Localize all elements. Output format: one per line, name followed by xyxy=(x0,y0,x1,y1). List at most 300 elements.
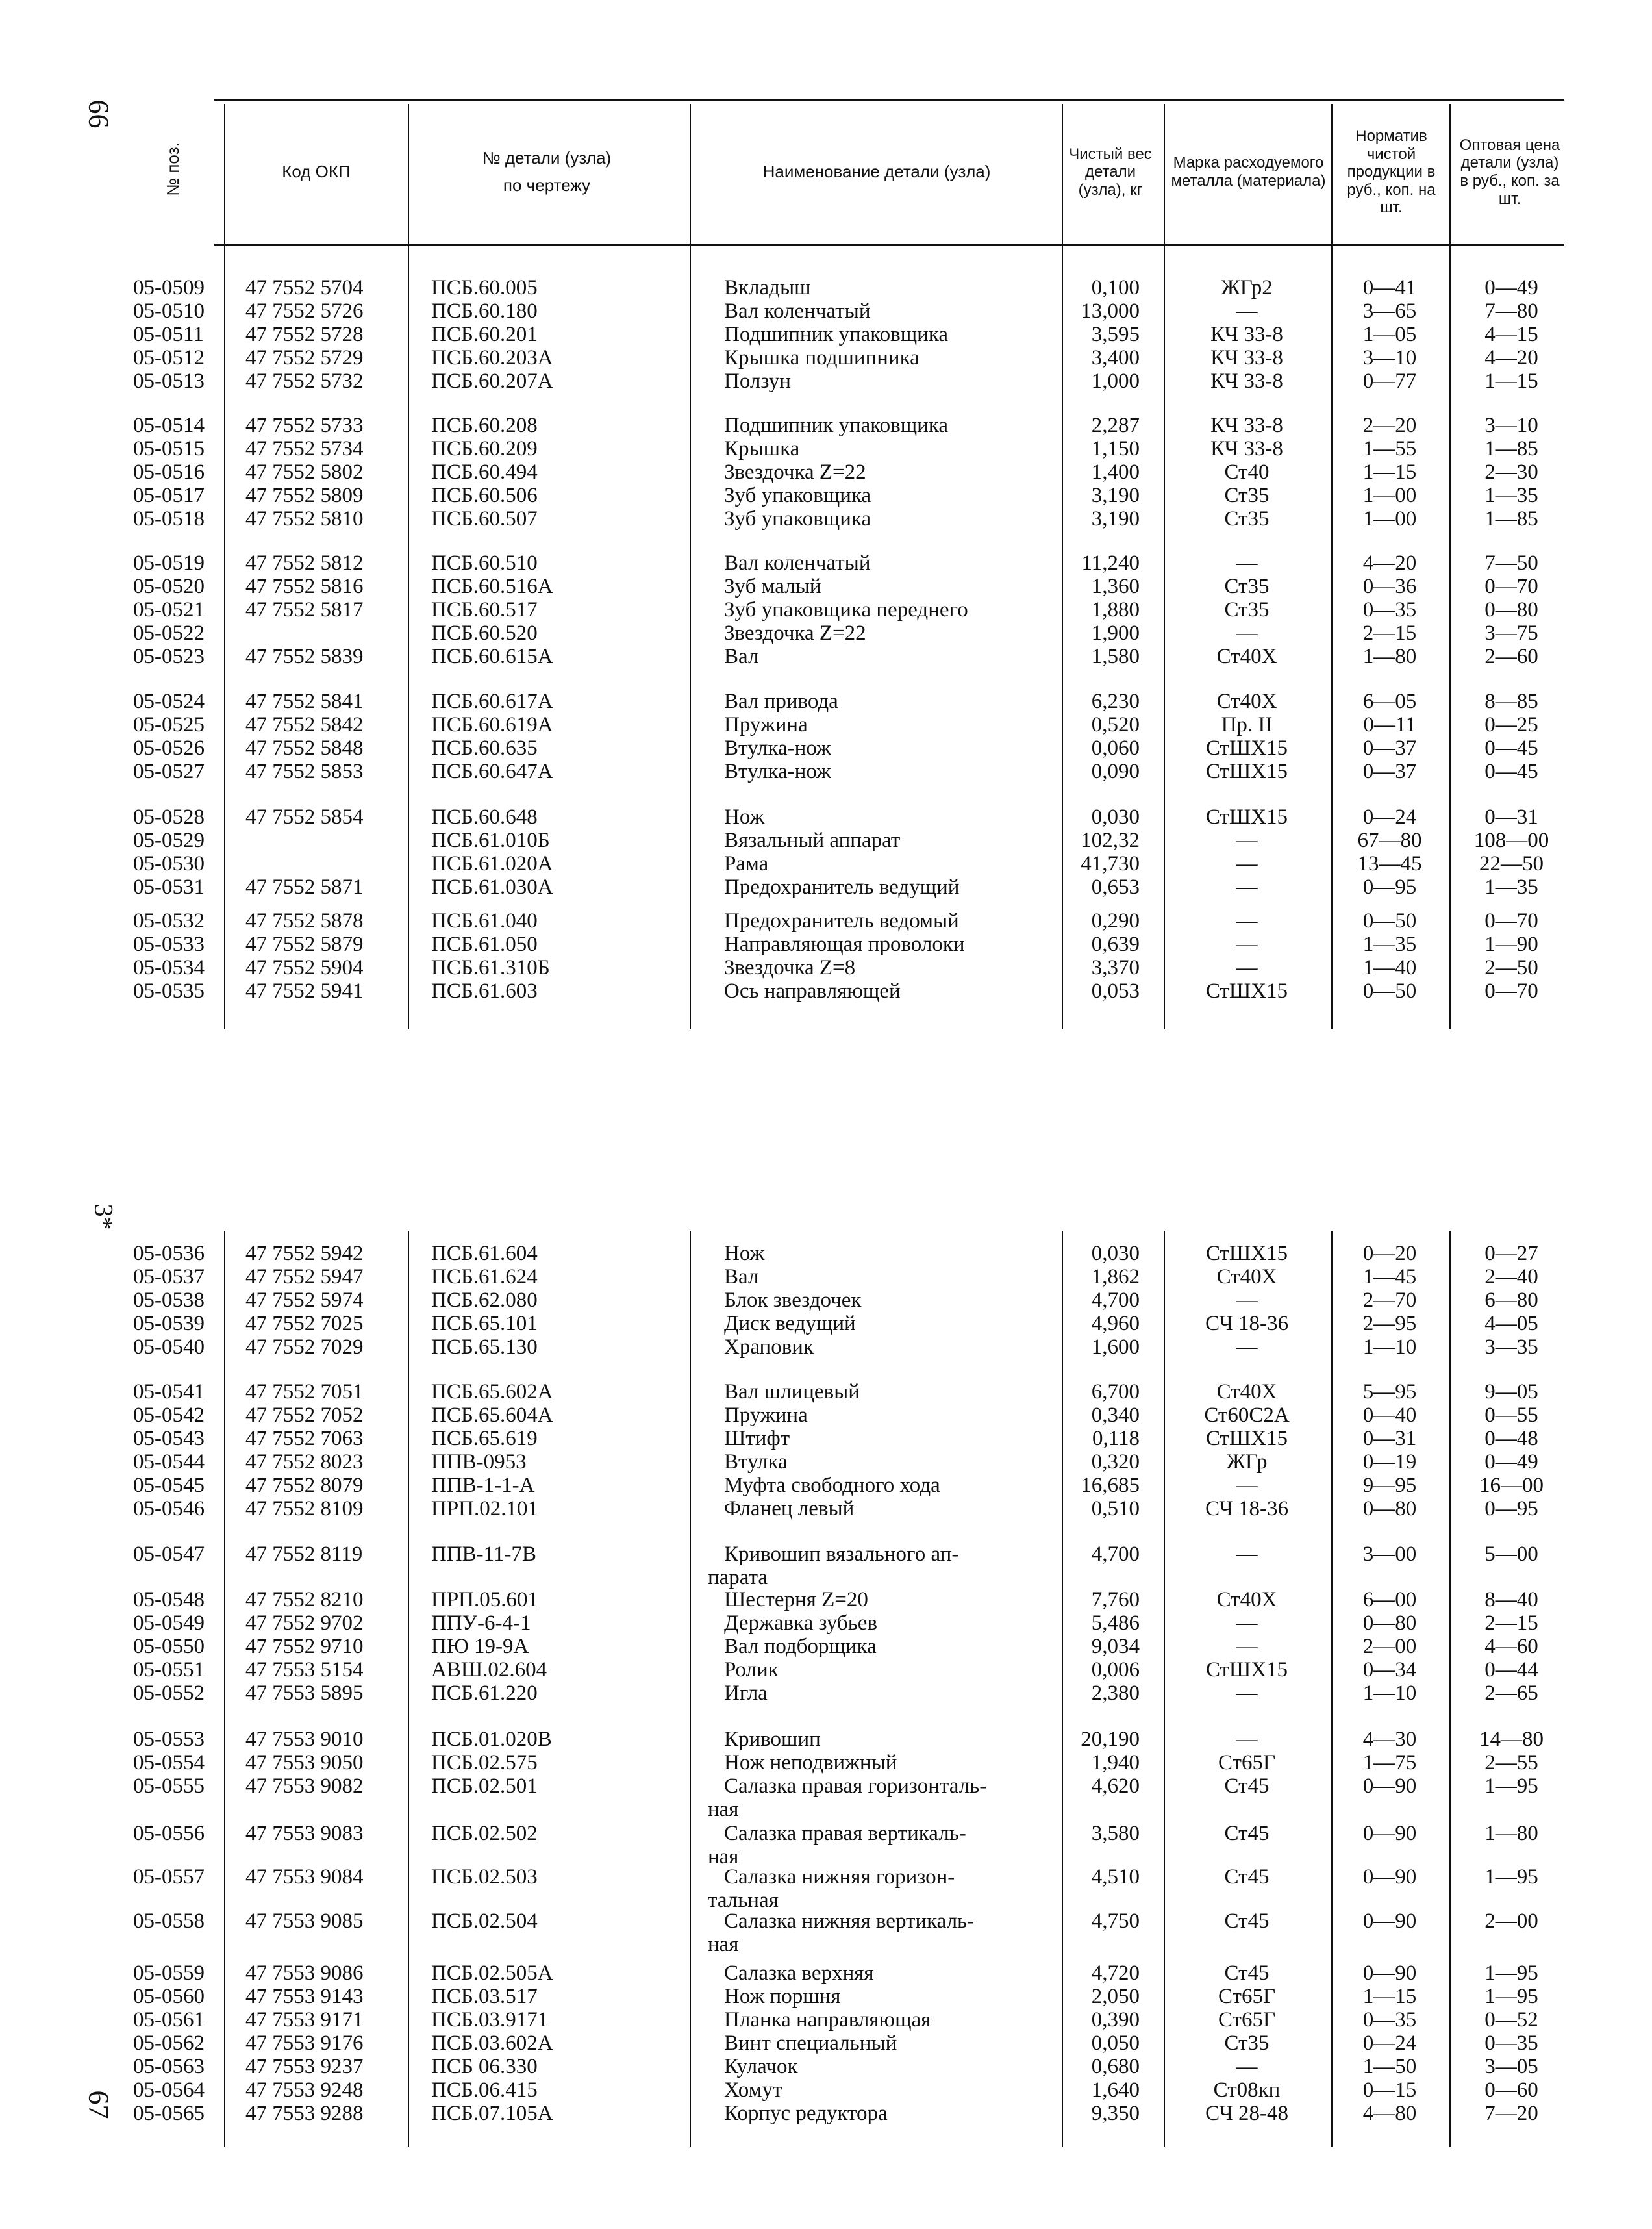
net-weight: 41,730 xyxy=(1081,852,1140,875)
detail-name: Вал xyxy=(724,1265,759,1289)
material-grade: — xyxy=(1236,852,1258,875)
header-okp: Код ОКП xyxy=(282,162,351,182)
detail-name: Нож неподвижный xyxy=(724,1751,897,1774)
net-production-norm: 1—50 xyxy=(1362,2055,1417,2078)
material-grade: — xyxy=(1236,909,1258,933)
net-weight: 0,653 xyxy=(1091,875,1140,899)
detail-name: Крышка xyxy=(724,437,800,460)
table-row xyxy=(0,2032,1652,2055)
net-weight: 0,030 xyxy=(1091,805,1140,829)
net-weight: 0,340 xyxy=(1091,1404,1140,1427)
position-number: 05-0531 xyxy=(133,875,205,899)
detail-name: Кулачок xyxy=(724,2055,798,2078)
detail-number: ППУ-6-4-1 xyxy=(431,1611,531,1635)
position-number: 05-0551 xyxy=(133,1658,205,1681)
material-grade: СтШХ15 xyxy=(1205,1658,1288,1681)
net-weight: 4,620 xyxy=(1091,1774,1140,1798)
wholesale-price: 2—65 xyxy=(1484,1681,1538,1705)
detail-name: Втулка-нож xyxy=(724,760,831,783)
table-row xyxy=(0,1543,1652,1589)
table-row xyxy=(0,346,1652,370)
detail-number: ПСБ.02.575 xyxy=(431,1751,538,1774)
okp-code: 47 7552 7063 xyxy=(245,1427,364,1450)
material-grade: — xyxy=(1236,875,1258,899)
material-grade: — xyxy=(1236,1474,1258,1497)
detail-number: ПСБ.60.201 xyxy=(431,323,538,346)
wholesale-price: 2—55 xyxy=(1484,1751,1538,1774)
material-grade: — xyxy=(1236,933,1258,956)
position-number: 05-0516 xyxy=(133,460,205,484)
wholesale-price: 2—60 xyxy=(1484,645,1538,668)
wholesale-price: 0—44 xyxy=(1484,1658,1538,1681)
net-weight: 3,190 xyxy=(1091,484,1140,507)
net-weight: 1,880 xyxy=(1091,598,1140,622)
position-number: 05-0527 xyxy=(133,760,205,783)
wholesale-price: 1—85 xyxy=(1484,437,1538,460)
table-row xyxy=(0,645,1652,668)
detail-number: ПСБ.60.619А xyxy=(431,713,553,737)
material-grade: Ст40Х xyxy=(1216,1265,1277,1289)
wholesale-price: 0—45 xyxy=(1484,737,1538,760)
material-grade: Ст45 xyxy=(1224,1774,1270,1798)
okp-code: 47 7553 9082 xyxy=(245,1774,364,1798)
wholesale-price: 0—60 xyxy=(1484,2078,1538,2102)
detail-number: ПСБ.60.520 xyxy=(431,622,538,645)
net-weight: 11,240 xyxy=(1081,551,1140,575)
table-row xyxy=(0,1265,1652,1289)
detail-number: ПСБ.02.501 xyxy=(431,1774,538,1798)
table-row xyxy=(0,1450,1652,1474)
position-number: 05-0559 xyxy=(133,1961,205,1985)
wholesale-price: 0—80 xyxy=(1484,598,1538,622)
wholesale-price: 4—60 xyxy=(1484,1635,1538,1658)
table-row xyxy=(0,1380,1652,1404)
position-number: 05-0552 xyxy=(133,1681,205,1705)
wholesale-price: 1—85 xyxy=(1484,507,1538,531)
okp-code: 47 7552 5904 xyxy=(245,956,364,979)
table-row xyxy=(0,1497,1652,1520)
wholesale-price: 4—05 xyxy=(1484,1312,1538,1335)
detail-name: Вал xyxy=(724,645,759,668)
net-weight: 1,900 xyxy=(1091,622,1140,645)
detail-name: Пружина xyxy=(724,1404,808,1427)
detail-name: Подшипник упаковщика xyxy=(724,414,949,437)
material-grade: — xyxy=(1236,1611,1258,1635)
okp-code: 47 7552 5879 xyxy=(245,933,364,956)
detail-name: Кривошип вязального ап- xyxy=(724,1543,959,1566)
position-number: 05-0540 xyxy=(133,1335,205,1359)
material-grade: Ст08кп xyxy=(1213,2078,1281,2102)
net-weight: 0,050 xyxy=(1091,2032,1140,2055)
material-grade: СтШХ15 xyxy=(1205,1427,1288,1450)
wholesale-price: 2—00 xyxy=(1484,1909,1538,1933)
detail-number: ПСБ.65.130 xyxy=(431,1335,538,1359)
net-weight: 0,639 xyxy=(1091,933,1140,956)
detail-number: ПСБ.02.503 xyxy=(431,1865,538,1889)
okp-code: 47 7552 5839 xyxy=(245,645,364,668)
detail-number: ППВ-1-1-А xyxy=(431,1474,535,1497)
wholesale-price: 2—40 xyxy=(1484,1265,1538,1289)
okp-code: 47 7552 5733 xyxy=(245,414,364,437)
table-row xyxy=(0,1909,1652,1956)
okp-code: 47 7552 8079 xyxy=(245,1474,364,1497)
detail-name: Хомут xyxy=(724,2078,782,2102)
material-grade: Ст40 xyxy=(1224,460,1270,484)
okp-code: 47 7552 5871 xyxy=(245,875,364,899)
detail-number: ПСБ.61.220 xyxy=(431,1681,538,1705)
wholesale-price: 1—95 xyxy=(1484,1985,1538,2008)
wholesale-price: 16—00 xyxy=(1479,1474,1544,1497)
material-grade: — xyxy=(1236,1635,1258,1658)
okp-code: 47 7552 5878 xyxy=(245,909,364,933)
net-production-norm: 1—15 xyxy=(1362,460,1417,484)
detail-name: Блок звездочек xyxy=(724,1289,862,1312)
material-grade: СтШХ15 xyxy=(1205,979,1288,1003)
net-production-norm: 0—50 xyxy=(1362,979,1417,1003)
position-number: 05-0529 xyxy=(133,829,205,852)
table-row xyxy=(0,737,1652,760)
header-detail-no-line2: по чертежу xyxy=(503,175,591,195)
detail-number: ПСБ.07.105А xyxy=(431,2102,553,2125)
net-production-norm: 0—35 xyxy=(1362,598,1417,622)
table-row xyxy=(0,852,1652,875)
wholesale-price: 0—95 xyxy=(1484,1497,1538,1520)
material-grade: КЧ 33-8 xyxy=(1210,370,1283,393)
table-row xyxy=(0,690,1652,713)
net-weight: 9,034 xyxy=(1091,1635,1140,1658)
material-grade: — xyxy=(1236,551,1258,575)
wholesale-price: 1—95 xyxy=(1484,1961,1538,1985)
net-weight: 0,680 xyxy=(1091,2055,1140,2078)
net-weight: 1,640 xyxy=(1091,2078,1140,2102)
material-grade: КЧ 33-8 xyxy=(1210,323,1283,346)
detail-number: ПСБ.61.624 xyxy=(431,1265,538,1289)
net-weight: 2,380 xyxy=(1091,1681,1140,1705)
table-row xyxy=(0,1335,1652,1359)
table-row xyxy=(0,1312,1652,1335)
detail-number: ПСБ.61.030А xyxy=(431,875,553,899)
net-weight: 3,370 xyxy=(1091,956,1140,979)
wholesale-price: 0—45 xyxy=(1484,760,1538,783)
position-number: 05-0515 xyxy=(133,437,205,460)
detail-name: Звездочка Z=22 xyxy=(724,622,866,645)
table-row xyxy=(0,1242,1652,1265)
position-number: 05-0534 xyxy=(133,956,205,979)
wholesale-price: 8—40 xyxy=(1484,1588,1538,1611)
okp-code: 47 7552 5853 xyxy=(245,760,364,783)
material-grade: СЧ 18-36 xyxy=(1205,1497,1288,1520)
detail-name: Зуб упаковщика переднего xyxy=(724,598,968,622)
okp-code: 47 7553 9288 xyxy=(245,2102,364,2125)
page-number-bottom: 67 xyxy=(82,2090,115,2119)
net-weight: 2,050 xyxy=(1091,1985,1140,2008)
position-number: 05-0554 xyxy=(133,1751,205,1774)
okp-code: 47 7552 5941 xyxy=(245,979,364,1003)
material-grade: Ст35 xyxy=(1224,575,1270,598)
detail-number: ПСБ.65.619 xyxy=(431,1427,538,1450)
page-number-top: 66 xyxy=(82,99,115,129)
detail-name: Втулка-нож xyxy=(724,737,831,760)
wholesale-price: 0—70 xyxy=(1484,909,1538,933)
detail-number: ПСБ.61.604 xyxy=(431,1242,538,1265)
position-number: 05-0561 xyxy=(133,2008,205,2032)
material-grade: КЧ 33-8 xyxy=(1210,437,1283,460)
table-row xyxy=(0,2078,1652,2102)
net-weight: 0,320 xyxy=(1091,1450,1140,1474)
okp-code: 47 7552 9702 xyxy=(245,1611,364,1635)
position-number: 05-0562 xyxy=(133,2032,205,2055)
wholesale-price: 6—80 xyxy=(1484,1289,1538,1312)
detail-name: Салазка нижняя горизон- xyxy=(724,1865,955,1889)
net-production-norm: 0—11 xyxy=(1363,713,1416,737)
net-weight: 1,150 xyxy=(1091,437,1140,460)
detail-name: Шестерня Z=20 xyxy=(724,1588,868,1611)
detail-name: Державка зубьев xyxy=(724,1611,877,1635)
okp-code: 47 7553 9143 xyxy=(245,1985,364,2008)
detail-number: ПСБ.06.415 xyxy=(431,2078,538,2102)
table-row xyxy=(0,1961,1652,1985)
okp-code: 47 7552 5848 xyxy=(245,737,364,760)
okp-code: 47 7552 5732 xyxy=(245,370,364,393)
position-number: 05-0556 xyxy=(133,1822,205,1845)
position-number: 05-0553 xyxy=(133,1728,205,1751)
detail-number: ПСБ.02.502 xyxy=(431,1822,538,1845)
detail-name: Нож поршня xyxy=(724,1985,841,2008)
detail-name: Планка направляющая xyxy=(724,2008,931,2032)
detail-number: ПЮ 19-9А xyxy=(431,1635,529,1658)
net-production-norm: 1—15 xyxy=(1362,1985,1417,2008)
detail-number: ПРП.05.601 xyxy=(431,1588,539,1611)
table-row xyxy=(0,575,1652,598)
detail-name: Вал коленчатый xyxy=(724,551,871,575)
header-pos: № поз. xyxy=(162,142,182,196)
detail-name: Корпус редуктора xyxy=(724,2102,888,2125)
position-number: 05-0514 xyxy=(133,414,205,437)
detail-name: Вал коленчатый xyxy=(724,299,871,323)
header-detail-no xyxy=(410,104,683,240)
wholesale-price: 7—80 xyxy=(1484,299,1538,323)
net-weight: 0,100 xyxy=(1091,276,1140,299)
table-row xyxy=(0,551,1652,575)
material-grade: Ст35 xyxy=(1224,598,1270,622)
material-grade: — xyxy=(1236,1681,1258,1705)
okp-code: 47 7552 8210 xyxy=(245,1588,364,1611)
okp-code: 47 7553 9176 xyxy=(245,2032,364,2055)
net-weight: 9,350 xyxy=(1091,2102,1140,2125)
table-row xyxy=(0,713,1652,737)
detail-number: ПСБ.60.510 xyxy=(431,551,538,575)
material-grade: Ст40Х xyxy=(1216,1380,1277,1404)
detail-number: ПСБ.60.208 xyxy=(431,414,538,437)
net-weight: 4,700 xyxy=(1091,1543,1140,1566)
wholesale-price: 9—05 xyxy=(1484,1380,1538,1404)
position-number: 05-0513 xyxy=(133,370,205,393)
detail-name: Зуб малый xyxy=(724,575,821,598)
table-row xyxy=(0,979,1652,1003)
position-number: 05-0522 xyxy=(133,622,205,645)
position-number: 05-0510 xyxy=(133,299,205,323)
net-weight: 3,595 xyxy=(1091,323,1140,346)
material-grade: Ст35 xyxy=(1224,507,1270,531)
table-row xyxy=(0,1611,1652,1635)
header-weight: Чистый вес детали (узла), кг xyxy=(1069,145,1152,199)
wholesale-price: 0—52 xyxy=(1484,2008,1538,2032)
net-production-norm: 0—90 xyxy=(1362,1961,1417,1985)
net-production-norm: 4—20 xyxy=(1362,551,1417,575)
okp-code: 47 7553 9086 xyxy=(245,1961,364,1985)
header-material: Марка расходуемого металла (материала) xyxy=(1171,154,1326,190)
detail-name: Игла xyxy=(724,1681,768,1705)
detail-name: Вал шлицевый xyxy=(724,1380,860,1404)
net-production-norm: 0—90 xyxy=(1362,1865,1417,1889)
position-number: 05-0509 xyxy=(133,276,205,299)
material-grade: СтШХ15 xyxy=(1205,737,1288,760)
position-number: 05-0528 xyxy=(133,805,205,829)
detail-number: ПСБ.61.050 xyxy=(431,933,538,956)
net-production-norm: 2—00 xyxy=(1362,1635,1417,1658)
detail-number: ПСБ.65.604А xyxy=(431,1404,553,1427)
table-row xyxy=(0,598,1652,622)
table-row xyxy=(0,437,1652,460)
detail-number: ПСБ.60.494 xyxy=(431,460,538,484)
position-number: 05-0557 xyxy=(133,1865,205,1889)
table-row xyxy=(0,414,1652,437)
net-weight: 7,760 xyxy=(1091,1588,1140,1611)
table-row xyxy=(0,1822,1652,1869)
net-production-norm: 1—80 xyxy=(1362,645,1417,668)
position-number: 05-0511 xyxy=(133,323,204,346)
wholesale-price: 1—80 xyxy=(1484,1822,1538,1845)
position-number: 05-0544 xyxy=(133,1450,205,1474)
table-row xyxy=(0,299,1652,323)
table-row xyxy=(0,1774,1652,1821)
detail-name: Штифт xyxy=(724,1427,790,1450)
detail-name: Звездочка Z=22 xyxy=(724,460,866,484)
detail-name: Фланец левый xyxy=(724,1497,855,1520)
detail-number: ППВ-0953 xyxy=(431,1450,527,1474)
material-grade: — xyxy=(1236,299,1258,323)
detail-name: Кривошип xyxy=(724,1728,821,1751)
material-grade: Ст40Х xyxy=(1216,645,1277,668)
material-grade: — xyxy=(1236,956,1258,979)
material-grade: Ст65Г xyxy=(1218,2008,1276,2032)
okp-code: 47 7552 5802 xyxy=(245,460,364,484)
table-row xyxy=(0,1658,1652,1681)
net-weight: 0,510 xyxy=(1091,1497,1140,1520)
table-row xyxy=(0,909,1652,933)
material-grade: СтШХ15 xyxy=(1205,760,1288,783)
wholesale-price: 0—70 xyxy=(1484,575,1538,598)
table-row xyxy=(0,1588,1652,1611)
material-grade: Ст45 xyxy=(1224,1961,1270,1985)
net-weight: 4,960 xyxy=(1091,1312,1140,1335)
net-weight: 1,862 xyxy=(1091,1265,1140,1289)
material-grade: Ст65Г xyxy=(1218,1985,1276,2008)
table-row xyxy=(0,460,1652,484)
position-number: 05-0517 xyxy=(133,484,205,507)
okp-code: 47 7552 8119 xyxy=(245,1543,363,1566)
material-grade: — xyxy=(1236,1289,1258,1312)
net-production-norm: 0—24 xyxy=(1362,805,1417,829)
net-weight: 4,720 xyxy=(1091,1961,1140,1985)
net-production-norm: 1—00 xyxy=(1362,484,1417,507)
position-number: 05-0524 xyxy=(133,690,205,713)
detail-name: Храповик xyxy=(724,1335,814,1359)
detail-number: ПСБ.03.517 xyxy=(431,1985,538,2008)
okp-code: 47 7552 7025 xyxy=(245,1312,364,1335)
net-weight: 1,400 xyxy=(1091,460,1140,484)
detail-name: Направляющая проволоки xyxy=(724,933,965,956)
table-row xyxy=(0,276,1652,299)
wholesale-price: 1—15 xyxy=(1484,370,1538,393)
material-grade: — xyxy=(1236,1335,1258,1359)
position-number: 05-0547 xyxy=(133,1543,205,1566)
net-production-norm: 1—05 xyxy=(1362,323,1417,346)
position-number: 05-0564 xyxy=(133,2078,205,2102)
header-price: Оптовая цена детали (узла) в руб., коп. за шт. xyxy=(1459,136,1560,208)
detail-number: ПСБ.61.010Б xyxy=(431,829,550,852)
wholesale-price: 2—15 xyxy=(1484,1611,1538,1635)
position-number: 05-0525 xyxy=(133,713,205,737)
net-weight: 0,060 xyxy=(1091,737,1140,760)
net-production-norm: 5—95 xyxy=(1362,1380,1417,1404)
net-production-norm: 0—37 xyxy=(1362,760,1417,783)
net-production-norm: 2—20 xyxy=(1362,414,1417,437)
detail-number: ПСБ.60.647А xyxy=(431,760,553,783)
wholesale-price: 4—15 xyxy=(1484,323,1538,346)
table-row xyxy=(0,760,1652,783)
wholesale-price: 14—80 xyxy=(1479,1728,1544,1751)
detail-number: ПСБ 06.330 xyxy=(431,2055,538,2078)
net-production-norm: 0—90 xyxy=(1362,1822,1417,1845)
okp-code: 47 7552 5809 xyxy=(245,484,364,507)
detail-name: Нож xyxy=(724,805,765,829)
wholesale-price: 1—35 xyxy=(1484,484,1538,507)
table-row xyxy=(0,1865,1652,1912)
header-norm: Норматив чистой продукции в руб., коп. на шт. xyxy=(1347,127,1436,217)
detail-number: ПСБ.60.209 xyxy=(431,437,538,460)
net-production-norm: 0—80 xyxy=(1362,1611,1417,1635)
detail-name: Салазка нижняя вертикаль- xyxy=(724,1909,975,1933)
okp-code: 47 7552 7029 xyxy=(245,1335,364,1359)
net-production-norm: 0—37 xyxy=(1362,737,1417,760)
net-production-norm: 0—90 xyxy=(1362,1774,1417,1798)
position-number: 05-0538 xyxy=(133,1289,205,1312)
wholesale-price: 0—35 xyxy=(1484,2032,1538,2055)
wholesale-price: 1—35 xyxy=(1484,875,1538,899)
net-weight: 102,32 xyxy=(1081,829,1140,852)
net-production-norm: 3—00 xyxy=(1362,1543,1417,1566)
okp-code: 47 7552 5947 xyxy=(245,1265,364,1289)
detail-number: ПСБ.60.517 xyxy=(431,598,538,622)
position-number: 05-0545 xyxy=(133,1474,205,1497)
okp-code: 47 7552 5817 xyxy=(245,598,364,622)
net-production-norm: 0—90 xyxy=(1362,1909,1417,1933)
position-number: 05-0523 xyxy=(133,645,205,668)
detail-name: Зуб упаковщика xyxy=(724,507,871,531)
table-row xyxy=(0,1985,1652,2008)
net-production-norm: 1—75 xyxy=(1362,1751,1417,1774)
table-row xyxy=(0,1681,1652,1705)
detail-name-continuation: ная xyxy=(708,1845,739,1869)
detail-number: ПСБ.65.602А xyxy=(431,1380,553,1404)
wholesale-price: 0—27 xyxy=(1484,1242,1538,1265)
okp-code: 47 7553 9237 xyxy=(245,2055,364,2078)
detail-name: Диск ведущий xyxy=(724,1312,856,1335)
material-grade: Ст40Х xyxy=(1216,690,1277,713)
okp-code: 47 7553 9050 xyxy=(245,1751,364,1774)
net-production-norm: 0—31 xyxy=(1362,1427,1417,1450)
